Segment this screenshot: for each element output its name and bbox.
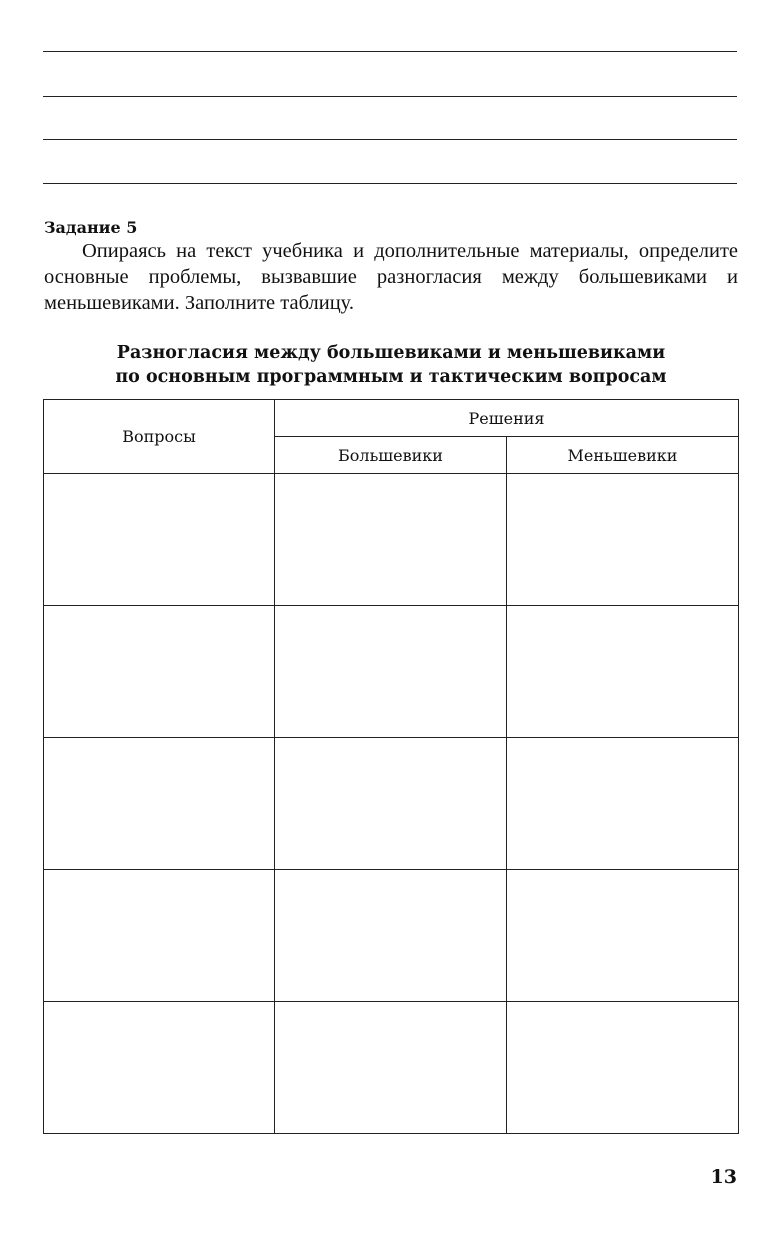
table-row bbox=[44, 474, 739, 606]
table-caption-line-2: по основным программным и тактическим вопросам bbox=[115, 367, 667, 387]
task-title: Задание 5 bbox=[44, 218, 138, 237]
task-instructions-text: Опираясь на текст учебника и дополнительные материалы, определите основные проблемы, вызвавшие разногласия между большевиками и меньшевиками. Заполните таблицу. bbox=[44, 240, 738, 314]
cell-mensheviks[interactable] bbox=[507, 606, 739, 738]
table-row bbox=[44, 1002, 739, 1134]
cell-question[interactable] bbox=[44, 1002, 275, 1134]
header-questions: Вопросы bbox=[44, 400, 275, 474]
task-instructions bbox=[44, 238, 738, 316]
table-caption-line-1: Разногласия между большевиками и меньшевиками bbox=[116, 343, 666, 363]
page-number: 13 bbox=[710, 1166, 737, 1188]
cell-bolsheviks[interactable] bbox=[275, 870, 507, 1002]
cell-bolsheviks[interactable] bbox=[275, 1002, 507, 1134]
header-bolsheviks: Большевики bbox=[275, 437, 507, 474]
cell-bolsheviks[interactable] bbox=[275, 738, 507, 870]
answer-line-1[interactable] bbox=[43, 51, 737, 52]
answer-line-2[interactable] bbox=[43, 96, 737, 97]
cell-question[interactable] bbox=[44, 606, 275, 738]
table-row bbox=[44, 870, 739, 1002]
table-row bbox=[44, 738, 739, 870]
cell-bolsheviks[interactable] bbox=[275, 606, 507, 738]
cell-bolsheviks[interactable] bbox=[275, 474, 507, 606]
cell-question[interactable] bbox=[44, 870, 275, 1002]
cell-question[interactable] bbox=[44, 474, 275, 606]
table-row bbox=[44, 606, 739, 738]
cell-mensheviks[interactable] bbox=[507, 474, 739, 606]
cell-mensheviks[interactable] bbox=[507, 1002, 739, 1134]
cell-mensheviks[interactable] bbox=[507, 738, 739, 870]
answer-line-4[interactable] bbox=[43, 183, 737, 184]
header-solutions: Решения bbox=[275, 400, 739, 437]
answer-line-3[interactable] bbox=[43, 139, 737, 140]
header-mensheviks: Меньшевики bbox=[507, 437, 739, 474]
disagreements-table bbox=[43, 399, 739, 1134]
cell-mensheviks[interactable] bbox=[507, 870, 739, 1002]
table-caption bbox=[44, 341, 738, 389]
cell-question[interactable] bbox=[44, 738, 275, 870]
